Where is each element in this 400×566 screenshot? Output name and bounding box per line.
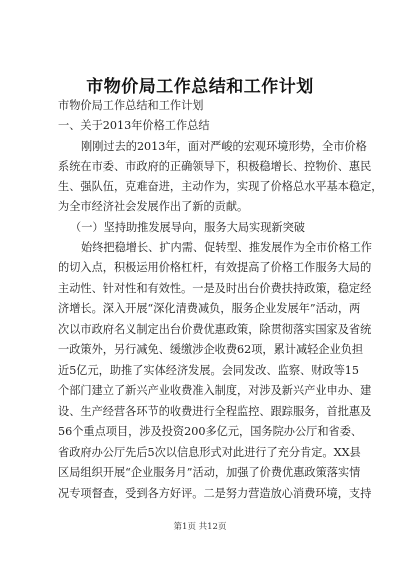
- section-heading: 一、关于2013年价格工作总结: [58, 119, 210, 132]
- paragraph-line: 个部门建立了新兴产业收费准入制度，对涉及新兴产业申办、建: [58, 384, 372, 397]
- paragraph-line: 省政府办公厅先后5次以信息形式对此进行了充分肯定。XX县: [58, 446, 361, 459]
- paragraph-line: 一政策外，另行减免、缓缴涉企收费62项，累计减轻企业负担: [58, 343, 364, 356]
- paragraph-line: 况专项督查，受到各方好评。二是努力营造放心消费环境，支持: [58, 487, 372, 500]
- paragraph-line: 始终把稳增长、扩内需、促转型、推发展作为全市价格工作: [81, 241, 372, 254]
- sub-heading: （一）坚持助推发展导向，服务大局实现新突破: [70, 221, 305, 234]
- paragraph-line: 刚刚过去的2013年，面对严峻的宏观环境形势，全市价格: [81, 140, 367, 153]
- paragraph-line: 次以市政府名义制定出台价费优惠政策，除贯彻落实国家及省统: [58, 323, 372, 336]
- document-subtitle: 市物价局工作总结和工作计划: [58, 99, 204, 112]
- paragraph-line: 区局组织开展“企业服务月”活动，加强了价费优惠政策落实情: [58, 466, 361, 479]
- paragraph-line: 56个重点项目，涉及投资200多亿元，国务院办公厅和省委、: [58, 425, 363, 438]
- paragraph-line: 近5亿元，助推了实体经济发展。会同发改、监察、财政等15: [58, 364, 360, 377]
- paragraph-line: 系统在市委、市政府的正确领导下，积极稳增长、控物价、惠民: [58, 160, 372, 173]
- paragraph-line: 设、生产经营各环节的收费进行全程监控、跟踪服务，首批惠及: [58, 405, 372, 418]
- paragraph-line: 的切入点，积极运用价格杠杆，有效提高了价格工作服务大局的: [58, 261, 372, 274]
- paragraph-line: 主动性、针对性和有效性。一是及时出台价费扶持政策，稳定经: [58, 282, 372, 295]
- paragraph-line: 济增长。深入开展“深化清费减负，服务企业发展年”活动，两: [58, 302, 361, 315]
- paragraph-line: 为全市经济社会发展作出了新的贡献。: [58, 200, 249, 213]
- paragraph-line: 生、强队伍，克难奋进，主动作为，实现了价格总水平基本稳定，: [58, 180, 383, 193]
- page-number: 第1页 共12页: [173, 522, 227, 532]
- document-title: 市物价局工作总结和工作计划: [86, 77, 314, 97]
